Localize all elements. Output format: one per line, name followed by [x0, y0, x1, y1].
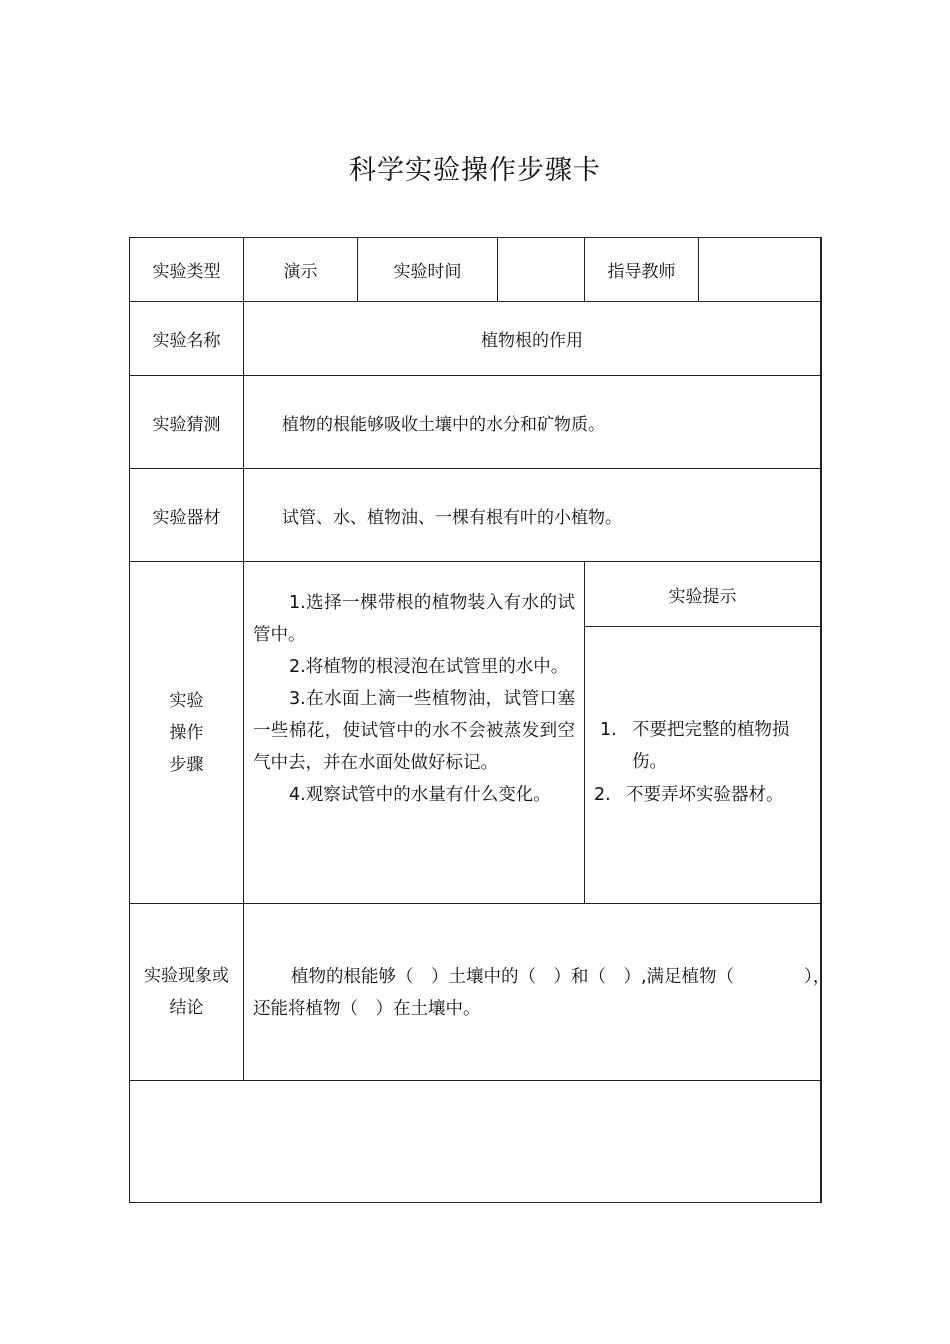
conclusion-line: 植物的根能够（ ）土壤中的（ ）和（ ）,满足植物（ ）， [291, 967, 831, 987]
tip-text: 不要把完整的植物损伤。 [632, 720, 790, 772]
empty-row [129, 1080, 821, 1203]
steps-list [253, 587, 575, 811]
step-item: 1.选择一棵带根的植物装入有水的试管中。 [253, 593, 575, 645]
tip-item [600, 714, 810, 778]
tip-item [594, 779, 814, 811]
conclusion-text [253, 961, 831, 1025]
steps-label-line: 步骤 [169, 754, 204, 775]
tip-number: 2. [594, 785, 611, 805]
materials-value: 试管、水、植物油、一棵有根有叶的小植物。 [243, 468, 821, 562]
teacher-label: 指导教师 [584, 237, 699, 302]
tips-header: 实验提示 [584, 561, 821, 627]
steps-label [129, 561, 244, 904]
hypothesis-value: 植物的根能够吸收土壤中的水分和矿物质。 [243, 375, 821, 469]
step-item: 2.将植物的根浸泡在试管里的水中。 [289, 657, 569, 677]
steps-label-line: 实验 [169, 690, 204, 711]
tip-number: 1. [600, 720, 617, 740]
steps-label-line: 操作 [169, 722, 204, 743]
conclusion-line: 还能将植物（ ）在土壤中。 [253, 999, 481, 1019]
time-value [497, 237, 585, 302]
materials-label: 实验器材 [129, 468, 244, 562]
name-value: 植物根的作用 [243, 301, 821, 376]
conclusion-label-line: 结论 [169, 998, 204, 1018]
conclusion-label-line: 实验现象或 [144, 966, 229, 986]
hypothesis-label: 实验猜测 [129, 375, 244, 469]
teacher-value [698, 237, 821, 302]
type-label: 实验类型 [129, 237, 244, 302]
step-item: 4.观察试管中的水量有什么变化。 [289, 785, 551, 805]
type-value: 演示 [243, 237, 358, 302]
tip-text: 不要弄坏实验器材。 [626, 785, 784, 805]
time-label: 实验时间 [357, 237, 498, 302]
conclusion-label [129, 903, 244, 1081]
step-item: 3.在水面上滴一些植物油，试管口塞一些棉花，使试管中的水不会被蒸发到空气中去，并在水面处做好标记。 [253, 689, 575, 773]
page-title: 科学实验操作步骤卡 [349, 155, 601, 186]
name-label: 实验名称 [129, 301, 244, 376]
